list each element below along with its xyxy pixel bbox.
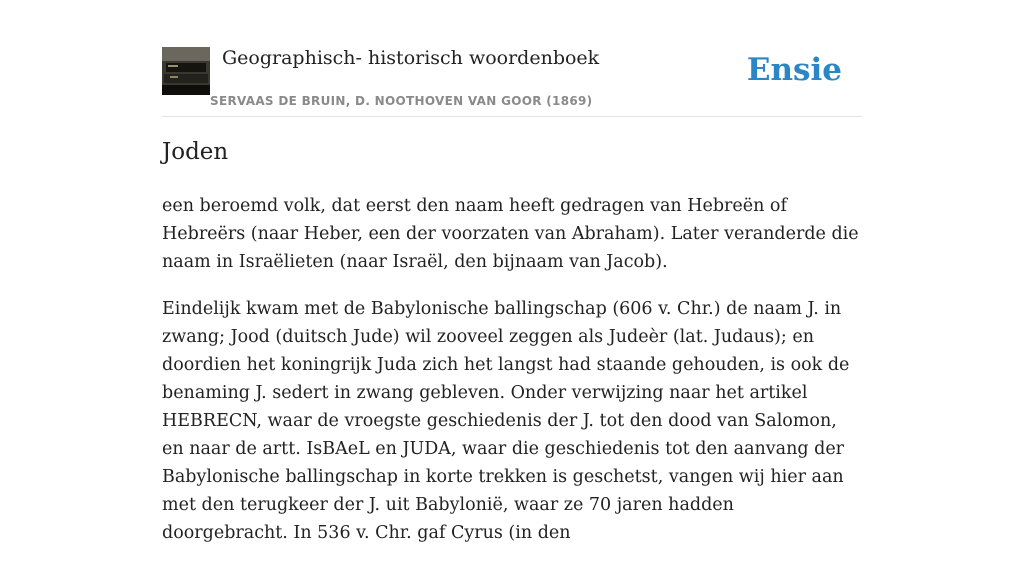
- book-header: [162, 46, 862, 117]
- entry-title: Joden: [162, 139, 229, 165]
- book-cover-icon[interactable]: [162, 47, 210, 95]
- entry-content: [162, 192, 862, 566]
- entry-paragraph: Eindelijk kwam met de Babylonische ballingschap (606 v. Chr.) de naam J. in zwang; Jood (duitsch Jude) wil zooveel zeggen als Judeèr (lat. Judaus); en doordien het koningrijk Juda zich het langst had staande gehouden, is ook de benaming J. sedert in zwang gebleven. Onder verwijzing naar het artikel HEBRECN, waar de vroegste geschiedenis der J. tot den dood van Salomon, en naar de artt. IsBAeL en JUDA, waar die geschiedenis tot den aanvang der Babylonische ballingschap in korte trekken is geschetst, vangen wij hier aan met den terugkeer der J. uit Babylonië, waar ze 70 jaren hadden doorgebracht. In 536 v. Chr. gaf Cyrus (in den: [162, 299, 850, 543]
- book-cover-image: [162, 47, 210, 95]
- ensie-logo[interactable]: Ensie: [746, 52, 842, 88]
- book-authors: SERVAAS DE BRUIN, D. NOOTHOVEN VAN GOOR (1869): [210, 94, 593, 108]
- entry-paragraph: een beroemd volk, dat eerst den naam heeft gedragen van Hebreën of Hebreërs (naar Heber, een der voorzaten van Abraham). Later veranderde die naam in Israëlieten (naar Israël, den bijnaam van Jacob).: [162, 196, 859, 272]
- book-title[interactable]: Geographisch- historisch woordenboek: [222, 47, 600, 69]
